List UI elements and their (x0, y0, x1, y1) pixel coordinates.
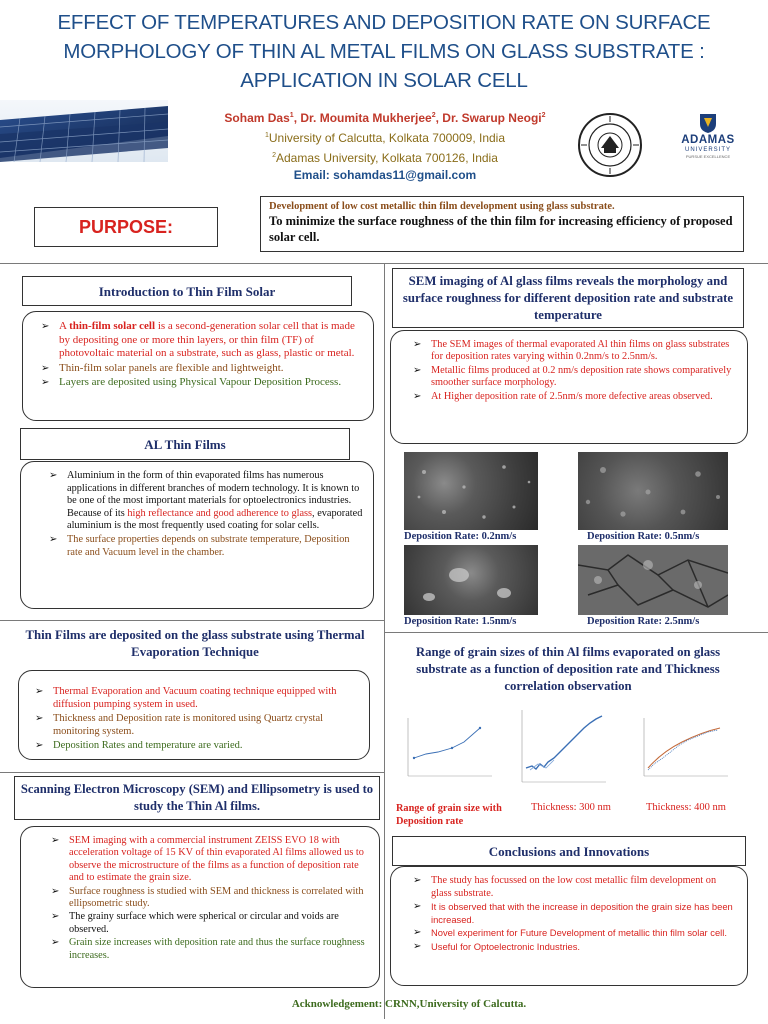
sem-image-0-2 (404, 452, 538, 530)
affiliation-1-text: University of Calcutta, Kolkata 700009, India (268, 131, 506, 145)
sem-ellipsometry-content-box (20, 826, 380, 988)
sem-imaging-bullet-3: ➢ At Higher deposition rate of 2.5nm/s more defective areas observed. (411, 391, 739, 403)
sem-ellipsometry-bullet-2: ➢ Surface roughness is studied with SEM and thickness is correlated with ellipsometric study. (49, 886, 369, 911)
left-section-divider-2 (0, 772, 384, 773)
sem-caption-2-5: Deposition Rate: 2.5nm/s (587, 616, 700, 627)
grain-caption-3: Thickness: 400 nm (646, 802, 726, 813)
column-divider (384, 264, 385, 1019)
sem-caption-0-2: Deposition Rate: 0.2nm/s (404, 531, 517, 542)
intro-content-box (22, 311, 374, 421)
author-names (200, 107, 570, 127)
intro-bullet-1 (39, 320, 365, 361)
adamas-name: ADAMAS (681, 134, 735, 146)
purpose-text-box (260, 196, 744, 252)
affiliation-1-sup: 1 (264, 132, 269, 139)
author-3-sup: 2 (541, 112, 546, 119)
conclusions-content-box (390, 866, 748, 986)
conclusions-bullet-1: ➢ The study has focussed on the low cost metallic film development on glass substrate. (411, 875, 739, 900)
conclusions-bullet-4: ➢ Useful for Optoelectronic Industries. (411, 941, 739, 954)
sem-ellipsometry-heading-box (14, 776, 380, 820)
email-text: Email: sohamdas11@gmail.com (293, 168, 477, 182)
intro-bullet-1-rest: is a second-generation solar cell that is made by depositing one or more thin layers, or thin film (TF) of photovoltaic material on a substrate, such as glass, plastic or metal. (59, 320, 355, 359)
thermal-bullet-1: ➢ Thermal Evaporation and Vacuum coating technique equipped with diffusion pumping system in used. (33, 685, 361, 711)
sem-caption-1-5: Deposition Rate: 1.5nm/s (404, 616, 517, 627)
conclusions-bullet-2: ➢ It is observed that with the increase in deposition the grain size has been increased. (411, 901, 739, 926)
conclusions-heading-box (392, 836, 746, 866)
grain-chart-3 (632, 712, 732, 786)
sem-imaging-bullet-2: ➢ Metallic films produced at 0.2 nm/s deposition rate shows comparatively smoother surface morphology. (411, 365, 739, 390)
purpose-label: PURPOSE: (78, 216, 174, 237)
author-2-sup: 2 (431, 112, 436, 119)
grain-caption-1: Range of grain size with Deposition rate (396, 803, 502, 827)
purpose-line-2: To minimize the surface roughness of the thin film for increasing efficiency of proposed solar cell. (269, 214, 733, 244)
intro-bullet-2: ➢ Thin-film solar panels are flexible and lightweight. (39, 362, 365, 376)
intro-bullet-1-pre: A (59, 320, 70, 332)
sem-imaging-heading-box (392, 268, 744, 328)
title-line-3: APPLICATION IN SOLAR CELL (240, 69, 528, 92)
author-1: Soham Das (224, 111, 290, 125)
author-block (200, 107, 570, 184)
thermal-bullet-2: ➢ Thickness and Deposition rate is monitored using Quartz crystal monitoring system. (33, 712, 361, 738)
grain-caption-2: Thickness: 300 nm (531, 802, 611, 813)
al-content-box (20, 461, 374, 609)
al-heading-box (20, 428, 350, 460)
al-bullet-1 (47, 470, 363, 533)
acknowledgement: Acknowledgement: CRNN,University of Calcutta. (291, 998, 527, 1010)
adamas-sub: UNIVERSITY (684, 147, 731, 153)
affiliation-2-text: Adamas University, Kolkata 700126, India (276, 151, 498, 165)
sem-ellipsometry-bullet-4: ➢ Grain size increases with deposition rate and thus the surface roughness increases. (49, 937, 369, 962)
right-section-divider-1 (385, 632, 768, 633)
purpose-label-box (34, 207, 218, 247)
author-3: , Dr. Swarup Neogi (435, 111, 542, 125)
sem-imaging-bullet-1: ➢ The SEM images of thermal evaporated Al thin films on glass substrates for deposition rates varying within 0.2nm/s to 2.5nm/s. (411, 339, 739, 364)
al-bullet-1-b: , evaporated aluminium is the most frequently used coating for solar cells. (67, 507, 363, 532)
adamas-tagline: PURSUE EXCELLENCE (685, 154, 731, 159)
title-line-2: MORPHOLOGY OF THIN AL METAL FILMS ON GLASS SUBSTRATE : (63, 40, 705, 63)
calcutta-university-logo (577, 112, 643, 178)
title-line-1: EFFECT OF TEMPERATURES AND DEPOSITION RATE ON SURFACE (57, 11, 711, 34)
intro-heading: Introduction to Thin Film Solar (98, 283, 276, 299)
intro-heading-box (22, 276, 352, 306)
author-2: , Dr. Moumita Mukherjee (293, 111, 432, 125)
affiliation-2-sup: 2 (272, 152, 276, 159)
al-bullet-2: ➢ The surface properties depends on substrate temperature, Deposition rate and Vacuum level in the chamber. (47, 534, 363, 559)
solar-panel-image (0, 100, 168, 162)
sem-imaging-heading: SEM imaging of Al glass films reveals the morphology and surface roughness for different deposition rate and substrate temperature (402, 273, 734, 322)
conclusions-heading: Conclusions and Innovations (488, 843, 650, 859)
conclusions-bullet-3: ➢ Novel experiment for Future Development of metallic thin film solar cell. (411, 927, 739, 940)
grain-heading: Range of grain sizes of thin Al films evaporated on glass substrate as a function of deposition rate and Thickness correlation observation (415, 644, 721, 693)
affiliation-1 (200, 127, 570, 147)
author-1-sup: 1 (289, 112, 294, 119)
sem-image-2-5 (578, 545, 728, 615)
sem-imaging-content-box (390, 330, 748, 444)
sem-image-1-5 (404, 545, 538, 615)
al-heading: AL Thin Films (144, 436, 226, 452)
left-section-divider-1 (0, 620, 384, 621)
thermal-heading: Thin Films are deposited on the glass substrate using Thermal Evaporation Technique (25, 628, 365, 659)
sem-ellipsometry-heading: Scanning Electron Microscopy (SEM) and Ellipsometry is used to study the Thin Al films. (20, 782, 374, 813)
sem-ellipsometry-bullet-3: ➢ The grainy surface which were spherical or circular and voids are observed. (49, 911, 369, 936)
adamas-university-logo (668, 112, 748, 176)
thermal-content-box (18, 670, 370, 760)
sem-caption-0-5: Deposition Rate: 0.5nm/s (587, 531, 700, 542)
affiliation-2 (200, 147, 570, 167)
purpose-line-1: Development of low cost metallic thin film development using glass substrate. (269, 201, 615, 212)
sem-image-0-5 (578, 452, 728, 530)
intro-bullet-3: ➢ Layers are deposited using Physical Vapour Deposition Process. (39, 376, 365, 390)
thermal-bullet-3: ➢ Deposition Rates and temperature are varied. (33, 739, 361, 752)
al-bullet-1-red: high reflectance and good adherence to glass (127, 507, 313, 519)
poster-title (0, 8, 768, 95)
al-bullet-1-a: Aluminium in the form of thin evaporated films has numerous applications in different branches of modern technology. It is known to be one of the most important materials for optoelectronics industries. Because of its (67, 470, 360, 519)
intro-bullet-1-bold: thin-film solar cell (69, 320, 156, 332)
grain-chart-2 (510, 706, 610, 790)
sem-ellipsometry-bullet-1: ➢ SEM imaging with a commercial instrument ZEISS EVO 18 with acceleration voltage of 15 KV of thin evaporated Al films allowed us to observe the microstructure of the films as a function of deposition rate and to estimate the grain size. (49, 835, 369, 885)
grain-chart-1 (396, 712, 496, 786)
